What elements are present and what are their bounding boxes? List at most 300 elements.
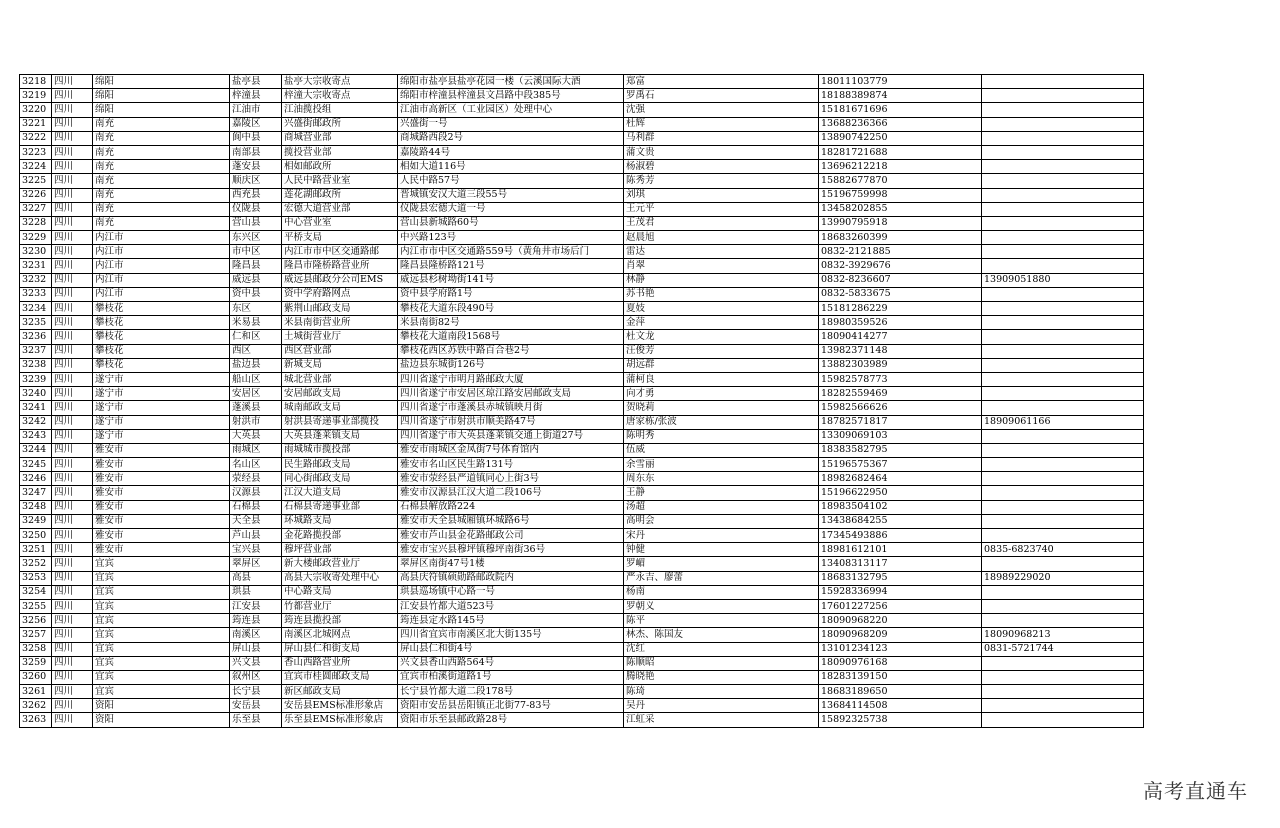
city-cell: 南充 [93,216,230,230]
contact-cell: 腾晓艳 [624,670,819,684]
outlet-name-cell: 土城街营业厅 [282,330,398,344]
phone-cell: 15892325738 [819,713,982,727]
id-cell: 3239 [20,372,52,386]
district-cell: 隆昌县 [230,259,282,273]
outlet-name-cell: 相如邮政所 [282,160,398,174]
province-cell: 四川 [52,358,93,372]
city-cell: 雅安市 [93,514,230,528]
district-cell: 叙州区 [230,670,282,684]
phone2-cell [982,117,1144,131]
address-cell: 珙县巡场镇中心路一号 [398,585,624,599]
address-cell: 威远县杉树坳街141号 [398,273,624,287]
province-cell: 四川 [52,372,93,386]
district-cell: 西充县 [230,188,282,202]
contact-cell: 贺晓莉 [624,401,819,415]
district-cell: 屏山县 [230,642,282,656]
phone2-cell [982,75,1144,89]
address-cell: 四川省遂宁市明月路邮政大厦 [398,372,624,386]
province-cell: 四川 [52,216,93,230]
phone-cell: 13438684255 [819,514,982,528]
contact-cell: 杨南 [624,585,819,599]
outlet-name-cell: 隆昌市隆桥路营业所 [282,259,398,273]
phone-cell: 13101234123 [819,642,982,656]
id-cell: 3261 [20,685,52,699]
phone-cell: 15196575367 [819,458,982,472]
table-row [20,273,1144,287]
phone-cell: 18983504102 [819,500,982,514]
city-cell: 攀枝花 [93,330,230,344]
city-cell: 遂宁市 [93,401,230,415]
table-row [20,117,1144,131]
province-cell: 四川 [52,656,93,670]
phone2-cell [982,486,1144,500]
phone-cell: 13982371148 [819,344,982,358]
phone2-cell [982,514,1144,528]
phone2-cell [982,699,1144,713]
contact-cell: 苏书艳 [624,287,819,301]
id-cell: 3228 [20,216,52,230]
outlet-name-cell: 城北营业部 [282,372,398,386]
table-row [20,188,1144,202]
contact-cell: 蒲柯良 [624,372,819,386]
table-row [20,245,1144,259]
address-cell: 米县南街82号 [398,316,624,330]
city-cell: 雅安市 [93,458,230,472]
id-cell: 3258 [20,642,52,656]
id-cell: 3227 [20,202,52,216]
district-cell: 南部县 [230,145,282,159]
phone2-cell: 18090968213 [982,628,1144,642]
outlet-name-cell: 西区营业部 [282,344,398,358]
phone2-cell [982,231,1144,245]
table-row [20,557,1144,571]
district-cell: 梓潼县 [230,89,282,103]
district-cell: 名山区 [230,458,282,472]
phone2-cell [982,131,1144,145]
district-cell: 石棉县 [230,500,282,514]
outlet-name-cell: 兴盛街邮政所 [282,117,398,131]
id-cell: 3232 [20,273,52,287]
phone-cell: 18090968220 [819,614,982,628]
table-row [20,642,1144,656]
id-cell: 3223 [20,145,52,159]
province-cell: 四川 [52,103,93,117]
outlet-name-cell: 宏德大道营业部 [282,202,398,216]
contact-cell: 杨淑碧 [624,160,819,174]
district-cell: 汉源县 [230,486,282,500]
city-cell: 宜宾 [93,599,230,613]
outlet-name-cell: 大英县蓬莱镇支局 [282,429,398,443]
table-row [20,131,1144,145]
table-row [20,145,1144,159]
id-cell: 3257 [20,628,52,642]
phone2-cell [982,500,1144,514]
province-cell: 四川 [52,259,93,273]
district-cell: 南溪区 [230,628,282,642]
phone-cell: 18283139150 [819,670,982,684]
id-cell: 3241 [20,401,52,415]
city-cell: 宜宾 [93,585,230,599]
contact-cell: 雷达 [624,245,819,259]
id-cell: 3225 [20,174,52,188]
district-cell: 市中区 [230,245,282,259]
phone-cell: 13990795918 [819,216,982,230]
city-cell: 南充 [93,160,230,174]
province-cell: 四川 [52,89,93,103]
phone2-cell [982,103,1144,117]
contact-cell: 胡远群 [624,358,819,372]
district-cell: 阆中县 [230,131,282,145]
phone2-cell [982,145,1144,159]
outlet-name-cell: 中心营业室 [282,216,398,230]
city-cell: 绵阳 [93,75,230,89]
table-row [20,458,1144,472]
phone-cell: 0832-5833675 [819,287,982,301]
id-cell: 3221 [20,117,52,131]
table-row [20,713,1144,727]
outlet-name-cell: 穆坪营业部 [282,543,398,557]
address-cell: 雅安市天全县城厢镇环城路6号 [398,514,624,528]
city-cell: 南充 [93,174,230,188]
outlet-name-cell: 金花路揽投部 [282,529,398,543]
address-cell: 雅安市名山区民生路131号 [398,458,624,472]
contact-cell: 杜文龙 [624,330,819,344]
phone-cell: 18090968209 [819,628,982,642]
province-cell: 四川 [52,145,93,159]
district-cell: 兴文县 [230,656,282,670]
id-cell: 3248 [20,500,52,514]
address-cell: 雅安市宝兴县穆坪镇穆坪南街36号 [398,543,624,557]
phone2-cell [982,160,1144,174]
address-cell: 四川省遂宁市蓬溪县赤城镇映月街 [398,401,624,415]
contact-cell: 宋丹 [624,529,819,543]
outlet-name-cell: 莲花湖邮政所 [282,188,398,202]
outlet-name-cell: 城南邮政支局 [282,401,398,415]
outlet-name-cell: 盐亭大宗收寄点 [282,75,398,89]
phone2-cell [982,387,1144,401]
phone2-cell [982,713,1144,727]
table-row [20,401,1144,415]
city-cell: 雅安市 [93,543,230,557]
phone-cell: 15982578773 [819,372,982,386]
city-cell: 绵阳 [93,89,230,103]
province-cell: 四川 [52,699,93,713]
phone-cell: 18980359526 [819,316,982,330]
contact-cell: 夏妓 [624,302,819,316]
address-cell: 商城路西段2号 [398,131,624,145]
city-cell: 攀枝花 [93,302,230,316]
address-cell: 资中县学府路1号 [398,287,624,301]
contact-cell: 肖翠 [624,259,819,273]
phone-cell: 18383582795 [819,443,982,457]
district-cell: 乐至县 [230,713,282,727]
phone-cell: 15196759998 [819,188,982,202]
phone-cell: 18782571817 [819,415,982,429]
table-row [20,500,1144,514]
phone2-cell: 0831-5721744 [982,642,1144,656]
district-cell: 蓬安县 [230,160,282,174]
address-cell: 石棉县解放路224 [398,500,624,514]
outlet-name-cell: 平桥支局 [282,231,398,245]
province-cell: 四川 [52,486,93,500]
table-row [20,358,1144,372]
district-cell: 盐边县 [230,358,282,372]
district-cell: 雨城区 [230,443,282,457]
address-cell: 屏山县仁和街4号 [398,642,624,656]
phone-cell: 18683189650 [819,685,982,699]
address-cell: 筠连县定水路145号 [398,614,624,628]
table-row [20,372,1144,386]
outlet-name-cell: 江油揽投组 [282,103,398,117]
outlet-name-cell: 乐至县EMS标准形象店 [282,713,398,727]
phone2-cell: 0835-6823740 [982,543,1144,557]
contact-cell: 王静 [624,486,819,500]
id-cell: 3231 [20,259,52,273]
district-cell: 江安县 [230,599,282,613]
table-row [20,585,1144,599]
contact-cell: 汪俊芳 [624,344,819,358]
address-cell: 四川省遂宁市大英县蓬莱镇交通上街道27号 [398,429,624,443]
phone-cell: 18683260399 [819,231,982,245]
phone-cell: 0832-3929676 [819,259,982,273]
phone-cell: 18982682464 [819,472,982,486]
phone-cell: 15181286229 [819,302,982,316]
id-cell: 3247 [20,486,52,500]
province-cell: 四川 [52,75,93,89]
contact-cell: 吴丹 [624,699,819,713]
id-cell: 3255 [20,599,52,613]
table-row [20,344,1144,358]
address-cell: 江安县竹都大道523号 [398,599,624,613]
id-cell: 3254 [20,585,52,599]
table-row [20,415,1144,429]
address-cell: 攀枝花大道东段490号 [398,302,624,316]
id-cell: 3244 [20,443,52,457]
phone-cell: 17601227256 [819,599,982,613]
phone2-cell [982,614,1144,628]
province-cell: 四川 [52,387,93,401]
id-cell: 3262 [20,699,52,713]
province-cell: 四川 [52,160,93,174]
address-cell: 内江市市中区交通路559号（黄角井市场后门 [398,245,624,259]
province-cell: 四川 [52,585,93,599]
contact-cell: 郑富 [624,75,819,89]
district-cell: 东区 [230,302,282,316]
address-cell: 宜宾市柏溪街道路1号 [398,670,624,684]
id-cell: 3260 [20,670,52,684]
id-cell: 3252 [20,557,52,571]
phone2-cell [982,670,1144,684]
id-cell: 3238 [20,358,52,372]
phone2-cell [982,188,1144,202]
province-cell: 四川 [52,231,93,245]
outlet-name-cell: 新城支局 [282,358,398,372]
address-cell: 绵阳市梓潼县梓潼县文昌路中段385号 [398,89,624,103]
id-cell: 3236 [20,330,52,344]
contact-cell: 林杰、陈国友 [624,628,819,642]
city-cell: 攀枝花 [93,358,230,372]
address-cell: 中兴路123号 [398,231,624,245]
table-row [20,571,1144,585]
id-cell: 3253 [20,571,52,585]
phone2-cell [982,557,1144,571]
contact-cell: 沈强 [624,103,819,117]
contact-cell: 唐家栋/张波 [624,415,819,429]
phone2-cell [982,685,1144,699]
district-cell: 珙县 [230,585,282,599]
contact-cell: 蒲文贵 [624,145,819,159]
id-cell: 3235 [20,316,52,330]
id-cell: 3263 [20,713,52,727]
table-row [20,443,1144,457]
phone2-cell [982,443,1144,457]
address-cell: 高县庆符镇硕勋路邮政院内 [398,571,624,585]
phone-cell: 13890742250 [819,131,982,145]
province-cell: 四川 [52,401,93,415]
id-cell: 3219 [20,89,52,103]
province-cell: 四川 [52,273,93,287]
province-cell: 四川 [52,599,93,613]
district-cell: 米易县 [230,316,282,330]
outlet-name-cell: 环城路支局 [282,514,398,528]
address-cell: 四川省宜宾市南溪区北大街135号 [398,628,624,642]
province-cell: 四川 [52,245,93,259]
city-cell: 资阳 [93,713,230,727]
district-cell: 顺庆区 [230,174,282,188]
province-cell: 四川 [52,415,93,429]
phone-cell: 18683132795 [819,571,982,585]
id-cell: 3242 [20,415,52,429]
phone-cell: 13688236366 [819,117,982,131]
contact-cell: 王茂君 [624,216,819,230]
phone2-cell [982,529,1144,543]
outlet-name-cell: 中心路支局 [282,585,398,599]
province-cell: 四川 [52,642,93,656]
outlet-name-cell: 新区邮政支局 [282,685,398,699]
outlet-name-cell: 安居邮政支局 [282,387,398,401]
table-row [20,670,1144,684]
phone-cell: 18188389874 [819,89,982,103]
table-row [20,231,1144,245]
phone2-cell [982,656,1144,670]
table-row [20,75,1144,89]
city-cell: 内江市 [93,245,230,259]
contact-cell: 马利群 [624,131,819,145]
table-row [20,529,1144,543]
city-cell: 宜宾 [93,642,230,656]
phone-cell: 18282559469 [819,387,982,401]
province-cell: 四川 [52,614,93,628]
phone2-cell: 18909061166 [982,415,1144,429]
province-cell: 四川 [52,174,93,188]
outlet-name-cell: 屏山县仁和街支局 [282,642,398,656]
table-row [20,202,1144,216]
contact-cell: 刘琪 [624,188,819,202]
phone-cell: 0832-2121885 [819,245,982,259]
district-cell: 东兴区 [230,231,282,245]
address-cell: 兴盛街一号 [398,117,624,131]
city-cell: 南充 [93,117,230,131]
district-cell: 仁和区 [230,330,282,344]
contact-cell: 向才勇 [624,387,819,401]
province-cell: 四川 [52,302,93,316]
province-cell: 四川 [52,287,93,301]
table-row [20,160,1144,174]
phone2-cell [982,259,1144,273]
phone-cell: 13684114508 [819,699,982,713]
province-cell: 四川 [52,188,93,202]
district-cell: 威远县 [230,273,282,287]
phone-cell: 17345493886 [819,529,982,543]
district-cell: 仪陇县 [230,202,282,216]
outlet-name-cell: 米县南街营业所 [282,316,398,330]
district-cell: 盐亭县 [230,75,282,89]
city-cell: 南充 [93,202,230,216]
district-cell: 芦山县 [230,529,282,543]
province-cell: 四川 [52,131,93,145]
outlet-name-cell: 揽投营业部 [282,145,398,159]
address-cell: 营山县新城路60号 [398,216,624,230]
contact-cell: 余雪丽 [624,458,819,472]
phone2-cell [982,429,1144,443]
address-cell: 长宁县竹都大道二段178号 [398,685,624,699]
address-cell: 盐边县东城街126号 [398,358,624,372]
id-cell: 3243 [20,429,52,443]
province-cell: 四川 [52,443,93,457]
address-cell: 资阳市乐至县邮政路28号 [398,713,624,727]
id-cell: 3245 [20,458,52,472]
id-cell: 3259 [20,656,52,670]
phone2-cell [982,458,1144,472]
contact-cell: 罗禹石 [624,89,819,103]
id-cell: 3220 [20,103,52,117]
table-row [20,103,1144,117]
phone-cell: 13696212218 [819,160,982,174]
contact-cell: 陈平 [624,614,819,628]
phone2-cell [982,245,1144,259]
address-cell: 晋城镇安汉大道三段55号 [398,188,624,202]
phone2-cell [982,585,1144,599]
contact-cell: 高明会 [624,514,819,528]
province-cell: 四川 [52,330,93,344]
district-cell: 翠屏区 [230,557,282,571]
district-cell: 安岳县 [230,699,282,713]
phone-cell: 13408313117 [819,557,982,571]
district-cell: 江油市 [230,103,282,117]
outlet-name-cell: 石棉县寄递事业部 [282,500,398,514]
id-cell: 3226 [20,188,52,202]
phone2-cell [982,344,1144,358]
table-row [20,599,1144,613]
outlet-name-cell: 资中学府路网点 [282,287,398,301]
district-cell: 安居区 [230,387,282,401]
city-cell: 宜宾 [93,614,230,628]
province-cell: 四川 [52,713,93,727]
table-row [20,543,1144,557]
contact-cell: 杜辉 [624,117,819,131]
contact-cell: 陈秀芳 [624,174,819,188]
address-cell: 相如大道116号 [398,160,624,174]
phone-cell: 15181671696 [819,103,982,117]
district-cell: 筠连县 [230,614,282,628]
contact-cell: 陈琦 [624,685,819,699]
address-cell: 兴文县香山西路564号 [398,656,624,670]
table-body [20,75,1144,728]
id-cell: 3246 [20,472,52,486]
district-cell: 宝兴县 [230,543,282,557]
table-row [20,514,1144,528]
id-cell: 3218 [20,75,52,89]
